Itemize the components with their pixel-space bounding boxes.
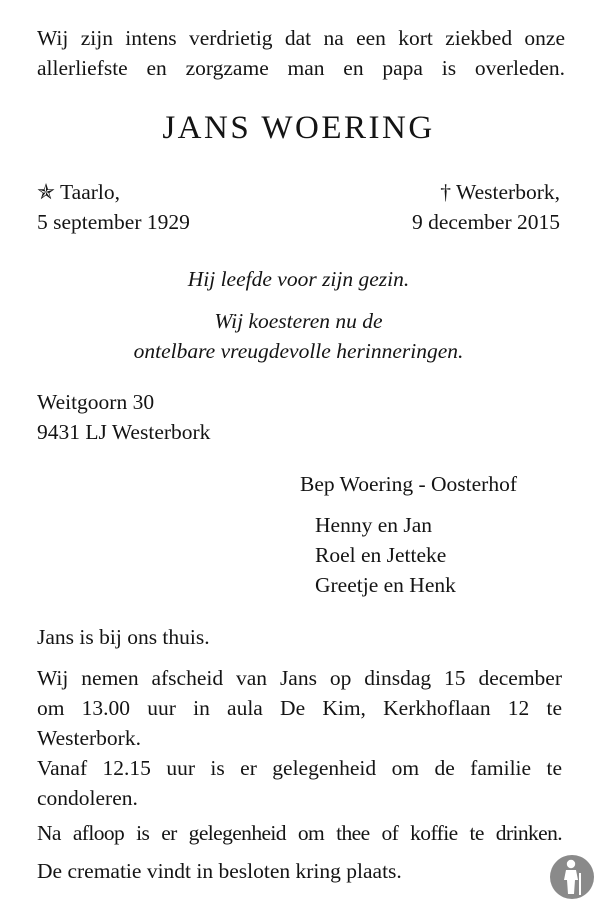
farewell-line-2: om 13.00 uur in aula De Kim, Kerkhoflaan 12 te	[37, 696, 562, 720]
address-street: Weitgoorn 30	[37, 390, 155, 414]
death-place: Westerbork,	[456, 180, 560, 204]
intro-line-1: Wij zijn intens verdrietig dat na een kort ziekbed onze	[37, 26, 565, 50]
death-date: 9 december 2015	[411, 210, 560, 234]
intro-text	[37, 23, 565, 83]
birth-date: 5 september 1929	[37, 210, 190, 234]
birth-place: Taarlo,	[60, 180, 120, 204]
quote-line-1: Hij leefde voor zijn gezin.	[187, 267, 410, 291]
deceased-name: JANS WOERING	[162, 110, 435, 146]
widow-name: Bep Woering - Oosterhof	[300, 472, 518, 496]
quote-line-3: ontelbare vreugdevolle herinneringen.	[133, 339, 464, 363]
condolence-line-2: condoleren.	[37, 786, 138, 810]
cremation-notice: De crematie vindt in besloten kring plaats.	[37, 859, 402, 883]
birth-info	[37, 177, 190, 237]
address-city: 9431 LJ Westerbork	[37, 420, 211, 444]
address	[37, 387, 210, 447]
farewell-line-3: Westerbork.	[37, 726, 141, 750]
condolence-line-1: Vanaf 12.15 uur is er gelegenheid om de familie te	[37, 756, 562, 780]
child-item: Henny en Jan	[315, 513, 433, 537]
child-item: Roel en Jetteke	[315, 543, 447, 567]
farewell-notice	[37, 663, 562, 813]
farewell-line-1: Wij nemen afscheid van Jans op dinsdag 15 december	[37, 666, 562, 690]
publisher-logo-icon	[549, 854, 595, 900]
quote-line-2: Wij koesteren nu de	[214, 309, 383, 333]
children-list	[315, 510, 456, 600]
quote-block	[0, 306, 597, 366]
cross-icon: †	[440, 180, 452, 204]
intro-line-2: allerliefste en zorgzame man en papa is overleden.	[37, 56, 565, 80]
afterwards-notice: Na afloop is er gelegenheid om thee of koffie te drinken.	[37, 821, 562, 845]
child-item: Greetje en Henk	[315, 573, 456, 597]
star-icon: ✯	[37, 180, 56, 204]
death-info	[412, 177, 560, 237]
at-home-notice: Jans is bij ons thuis.	[37, 625, 210, 649]
